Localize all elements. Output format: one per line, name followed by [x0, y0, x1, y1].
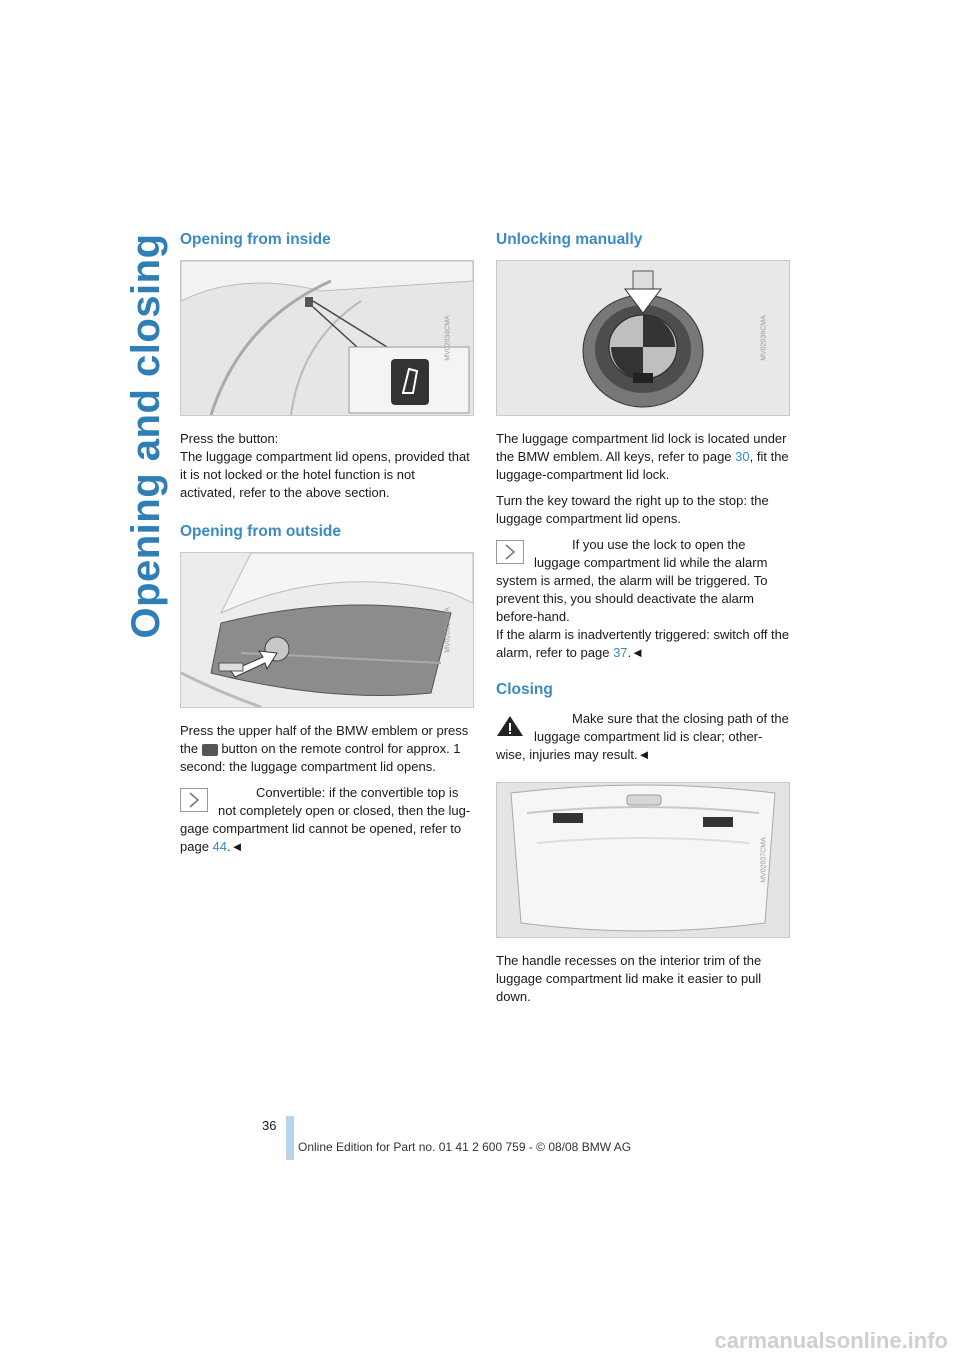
text: If the alarm is inadvertently triggered: switch off the alarm, refer to page [496, 627, 790, 660]
heading-closing: Closing [496, 681, 553, 698]
text: The luggage compartment lid opens, provided that it is not locked or the hotel function is not activated, refer to the above section. [180, 449, 470, 500]
text: The luggage compartment lid lock is located under the BMW emblem. All keys, refer to page [496, 431, 787, 464]
figure-code: MV02034CMA [444, 315, 452, 361]
page-link-37[interactable]: 37 [613, 645, 628, 660]
lid-interior-illustration [497, 783, 789, 937]
text: button on the remote control for approx. 1 second: the luggage compartment lid opens. [180, 741, 461, 774]
heading-opening-from-outside: Opening from outside [180, 523, 342, 540]
text: , fit the luggage-compartment lid lock. [496, 449, 789, 482]
text: If you use the lock to open the luggage compartment lid while the alarm system is armed, the alarm will be triggered. To prevent this, you should deactivate the alarm before-hand. [496, 537, 768, 624]
emblem-illustration [181, 553, 473, 707]
section-side-title: Opening and closing [124, 233, 168, 639]
text: .◄ [627, 645, 645, 660]
note-alarm [496, 536, 790, 662]
paragraph-outside [180, 722, 474, 776]
text: Convertible: if the convertible top is not completely open or closed, then the lug-gage compartment lid cannot be opened, refer to page [180, 785, 471, 854]
left-column [180, 230, 474, 864]
figure-code: MV02036CMA [760, 315, 768, 361]
inside-button-illustration [181, 261, 473, 415]
paragraph-lock-location [496, 430, 790, 484]
figure-code: MV02037CMA [760, 837, 768, 883]
text: Press the upper half of the BMW emblem or press the [180, 723, 469, 756]
note-arrow-icon [180, 788, 208, 812]
heading-unlocking-manually: Unlocking manually [496, 231, 643, 248]
footer-edition-text: Online Edition for Part no. 01 41 2 600 759 - © 08/08 BMW AG [298, 1140, 632, 1154]
right-column [496, 230, 790, 1014]
remote-trunk-icon [202, 744, 218, 756]
text: Press the button: [180, 431, 279, 446]
figure-inside-button [180, 260, 474, 416]
page-number: 36 [262, 1118, 277, 1133]
paragraph-handle-recesses: The handle recesses on the interior trim of the luggage compartment lid make it easier to pull down. [496, 953, 762, 1004]
lock-illustration [497, 261, 789, 415]
figure-handle-recesses [496, 782, 790, 938]
note-arrow-icon [496, 540, 524, 564]
paragraph-inside [180, 430, 474, 502]
warning-triangle-icon [496, 714, 524, 738]
footer-accent-bar [286, 1116, 294, 1160]
heading-opening-from-inside: Opening from inside [180, 231, 331, 248]
page-link-30[interactable]: 30 [735, 449, 750, 464]
text: .◄ [227, 839, 244, 854]
paragraph-turn-key: Turn the key toward the right up to the stop: the luggage compartment lid opens. [496, 493, 769, 526]
warning-closing [496, 710, 790, 764]
watermark: carmanualsonline.info [714, 1328, 948, 1353]
figure-code: MV02035CMA [444, 607, 452, 653]
text: Make sure that the closing path of the luggage compartment lid is clear; other-wise, injuries may result.◄ [496, 711, 789, 762]
page-link-44[interactable]: 44 [212, 839, 228, 854]
figure-lock [496, 260, 790, 416]
note-convertible [180, 784, 474, 856]
figure-outside-emblem [180, 552, 474, 708]
